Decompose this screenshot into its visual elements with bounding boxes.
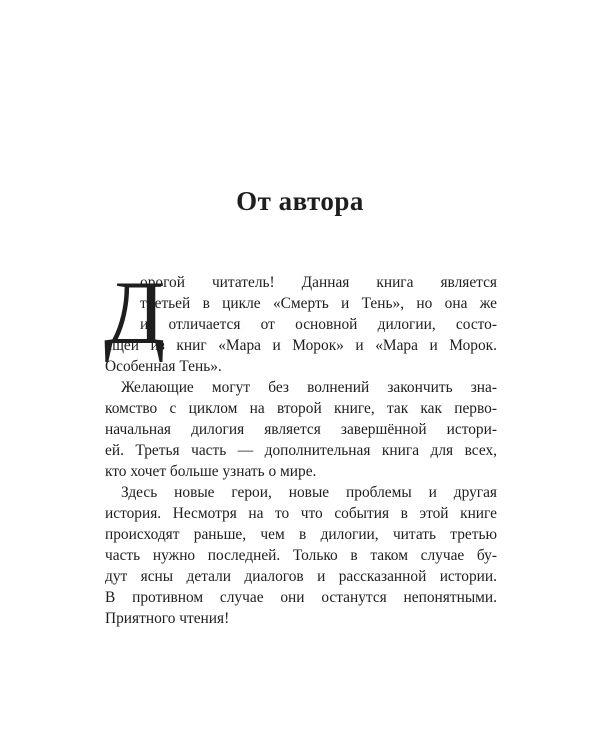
drop-cap-letter: Д — [104, 264, 166, 363]
author-note-text — [104, 264, 497, 629]
page-title: От автора — [236, 186, 364, 216]
text-line: часть нужно последней. Только в таком случае бу- — [105, 547, 497, 564]
text-line: кто хочет больше узнать о мире. — [105, 463, 317, 480]
text-line: В противном случае они останутся непонятными. — [105, 589, 497, 606]
text-line: ей. Третья часть — дополнительная книга для всех, — [105, 442, 497, 459]
text-line: орогой читатель! Данная книга является — [140, 274, 497, 291]
text-line: начальная дилогия является завершённой истори- — [105, 421, 497, 438]
text-line: Приятного чтения! — [105, 610, 230, 627]
text-line: Здесь новые герои, новые проблемы и другая — [121, 484, 497, 501]
text-line: третьей в цикле «Смерть и Тень», но она же — [140, 295, 497, 312]
text-line: Желающие могут без волнений закончить зна- — [121, 379, 497, 396]
text-line: и отличается от основной дилогии, состо- — [140, 316, 497, 333]
text-line: происходят раньше, чем в дилогии, читать третью — [105, 526, 497, 543]
text-line: Особенная Тень». — [105, 358, 222, 375]
text-line: дут ясны детали диалогов и рассказанной истории. — [105, 568, 497, 585]
text-line: ящей из книг «Мара и Морок» и «Мара и Морок. — [105, 337, 497, 354]
text-line: комство с циклом на второй книге, так как перво- — [105, 400, 497, 417]
text-line: история. Несмотря на то что события в этой книге — [105, 505, 497, 522]
